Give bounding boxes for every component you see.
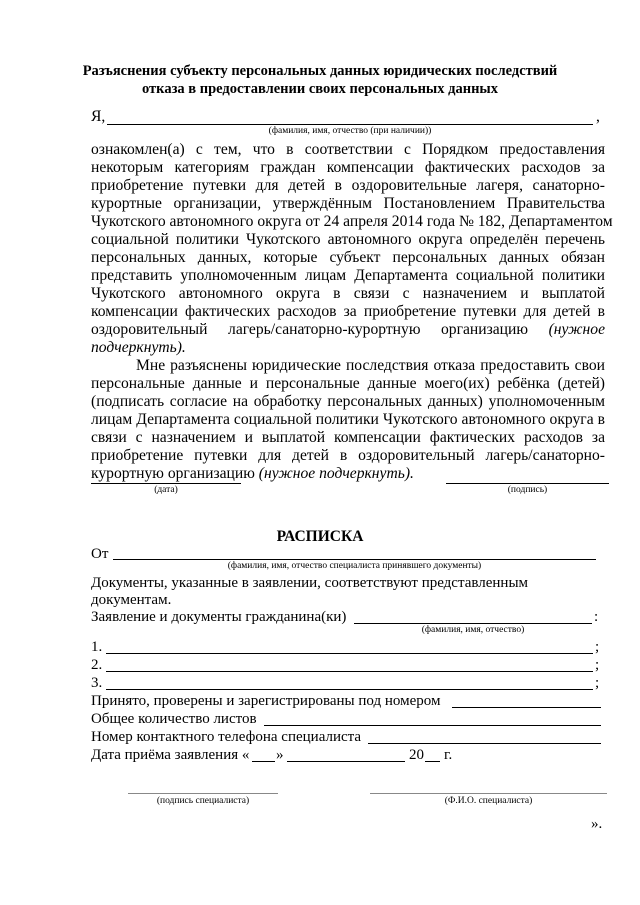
paragraph-line-with-italic	[91, 321, 605, 339]
registration-number-line[interactable]	[452, 707, 601, 708]
paragraph-text: оздоровительный лагерь/санаторно-курортную организацию	[91, 321, 529, 338]
specialist-signature-line[interactable]	[128, 793, 278, 794]
from-label: От	[91, 546, 109, 562]
item-number: 2.	[91, 657, 103, 673]
paragraph-line: представить уполномоченным лицам Департамента социальной политики	[91, 267, 605, 284]
specialist-signature-caption: (подпись специалиста)	[156, 796, 250, 806]
application-label: Заявление и документы гражданина(ки)	[91, 609, 347, 625]
year-prefix: 20	[409, 747, 424, 763]
phone-line[interactable]	[368, 743, 601, 744]
signature-line[interactable]	[446, 483, 609, 484]
paragraph-line: связи с назначением и выплатой компенсации фактических расходов за	[91, 429, 605, 446]
item-number: 1.	[91, 639, 103, 655]
comma: ,	[596, 108, 600, 125]
signature-caption: (подпись)	[507, 485, 548, 495]
sheets-count-line[interactable]	[264, 725, 601, 726]
item-input-line[interactable]	[106, 653, 593, 654]
name-caption: (фамилия, имя, отчество (при наличии))	[268, 126, 432, 136]
paragraph-line: курортные организации, утверждённым Постановлением Правительства	[91, 195, 605, 212]
paragraph-line: персональные данные и персональные данные моего(их) ребёнка (детей)	[91, 375, 605, 392]
documents-statement: Документы, указанные в заявлении, соответствуют представленным	[91, 575, 529, 591]
paragraph-line: социальной политики Чукотского автономного округа определён перечень	[91, 231, 605, 248]
specialist-name-caption: (Ф.И.О. специалиста)	[444, 796, 533, 806]
registered-label: Принято, проверены и зарегистрированы под номером	[91, 693, 441, 709]
item-input-line[interactable]	[106, 689, 593, 690]
documents-statement-end: документам.	[91, 592, 172, 608]
date-caption: (дата)	[154, 485, 178, 495]
day-line[interactable]	[252, 761, 275, 762]
from-caption: (фамилия, имя, отчество специалиста принявшего документы)	[227, 561, 482, 571]
item-number: 3.	[91, 675, 103, 691]
paragraph-line: лицам Департамента социальной политики Чукотского автономного округа в	[91, 411, 605, 428]
paragraph-line: некоторым категориям граждан компенсации фактических расходов за	[91, 159, 605, 176]
from-input-line[interactable]	[113, 559, 596, 560]
paragraph-line: персональных данных, которые субъект персональных данных обязан	[91, 249, 605, 266]
specialist-name-line[interactable]	[370, 793, 607, 794]
paragraph-line: приобретение путевки для детей в оздоровительные лагеря, санаторно-	[91, 177, 605, 194]
phone-label: Номер контактного телефона специалиста	[91, 729, 362, 745]
date-received-label: Дата приёма заявления «	[91, 747, 250, 763]
paragraph-line: Чукотского автономного округа в связи с назначением и выплатой	[91, 285, 605, 302]
citizen-input-line[interactable]	[354, 623, 592, 624]
paragraph-last-line: курортную организацию (нужное подчеркнуть).	[91, 465, 414, 482]
paragraph-line: (подписать согласие на обработку персональных данных) уполномоченным	[91, 393, 605, 410]
citizen-caption: (фамилия, имя, отчество)	[421, 625, 525, 635]
semicolon: ;	[595, 657, 600, 673]
paragraph-line: компенсации фактических расходов за приобретение путевки для детей в	[91, 303, 605, 320]
name-input-line[interactable]	[107, 124, 593, 125]
italic-note: (нужное	[548, 321, 605, 338]
semicolon: ;	[595, 675, 600, 691]
italic-note-end: подчеркнуть).	[91, 339, 186, 356]
document-title-line-2: отказа в предоставлении своих персональных данных	[142, 81, 498, 97]
receipt-title: РАСПИСКА	[276, 528, 364, 545]
quote-close: »	[276, 747, 284, 763]
item-input-line[interactable]	[106, 671, 593, 672]
paragraph-line: Мне разъяснены юридические последствия отказа предоставить свои	[136, 357, 605, 374]
closing-quote: ».	[591, 816, 603, 832]
semicolon: ;	[595, 639, 600, 655]
year-line[interactable]	[425, 761, 440, 762]
sheets-label: Общее количество листов	[91, 711, 257, 727]
year-suffix: г.	[444, 747, 453, 763]
document-title-line-1: Разъяснения субъекту персональных данных юридических последствий	[82, 63, 558, 79]
italic-note: (нужное подчеркнуть).	[258, 465, 414, 482]
date-line[interactable]	[91, 483, 241, 484]
colon: :	[594, 609, 599, 625]
paragraph-line: ознакомлен(а) с тем, что в соответствии с Порядком предоставления	[91, 141, 605, 158]
paragraph-line: приобретение путевки для детей в оздоровительный лагерь/санаторно-	[91, 447, 605, 464]
ya-label: Я,	[91, 108, 106, 125]
month-line[interactable]	[287, 761, 405, 762]
paragraph-line: Чукотского автономного округа от 24 апреля 2014 года № 182, Департаментом	[91, 213, 613, 230]
